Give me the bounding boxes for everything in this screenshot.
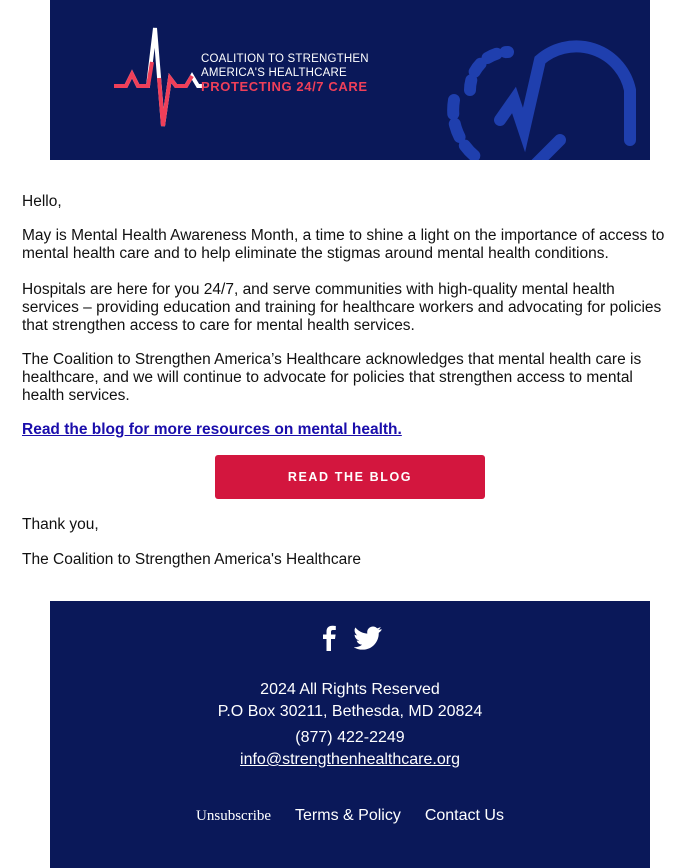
- email-link[interactable]: info@strengthenhealthcare.org: [240, 751, 460, 768]
- unsubscribe-link[interactable]: Unsubscribe: [196, 808, 272, 824]
- twitter-icon[interactable]: [354, 625, 382, 651]
- greeting: Hello,: [22, 193, 62, 210]
- social-links: [50, 625, 650, 651]
- mailing-address: P.O Box 30211, Bethesda, MD 20824: [217, 703, 483, 720]
- footer-links: [50, 807, 650, 825]
- paragraph-intro: May is Mental Health Awareness Month, a time to shine a light on the importance of access to mental health care and to help eliminate the stigmas around mental health conditions.: [22, 227, 665, 262]
- blog-link[interactable]: Read the blog for more resources on mental health.: [22, 421, 402, 438]
- phone-number: (877) 422-2249: [295, 729, 405, 746]
- paragraph-hospitals: Hospitals are here for you 24/7, and serve communities with high-quality mental health services – providing education and training for healthcare workers and advocating for policies that strengthen access to care for mental health services.: [22, 281, 662, 334]
- read-the-blog-button[interactable]: READ THE BLOG: [215, 455, 485, 499]
- brand-tagline: PROTECTING 24/7 CARE: [201, 79, 368, 94]
- brand-line-1: COALITION TO STRENGTHEN: [201, 53, 369, 65]
- signature: The Coalition to Strengthen America's Healthcare: [22, 551, 361, 568]
- closing: Thank you,: [22, 516, 99, 533]
- terms-policy-link[interactable]: Terms & Policy: [295, 807, 401, 824]
- footer: [50, 601, 650, 868]
- heartbeat-pulse-icon: [112, 18, 204, 142]
- header-banner: [50, 0, 650, 160]
- facebook-icon[interactable]: [318, 625, 340, 651]
- brand-line-2: AMERICA'S HEALTHCARE: [201, 66, 347, 79]
- copyright: 2024 All Rights Reserved: [260, 681, 440, 698]
- paragraph-coalition: The Coalition to Strengthen America’s Healthcare acknowledges that mental health care is healthcare, and we will continue to advocate for policies that strengthen access to mental health services.: [22, 351, 642, 404]
- brand-wordmark: [201, 53, 369, 94]
- contact-us-link[interactable]: Contact Us: [424, 807, 504, 824]
- decorative-graphic: [440, 30, 650, 160]
